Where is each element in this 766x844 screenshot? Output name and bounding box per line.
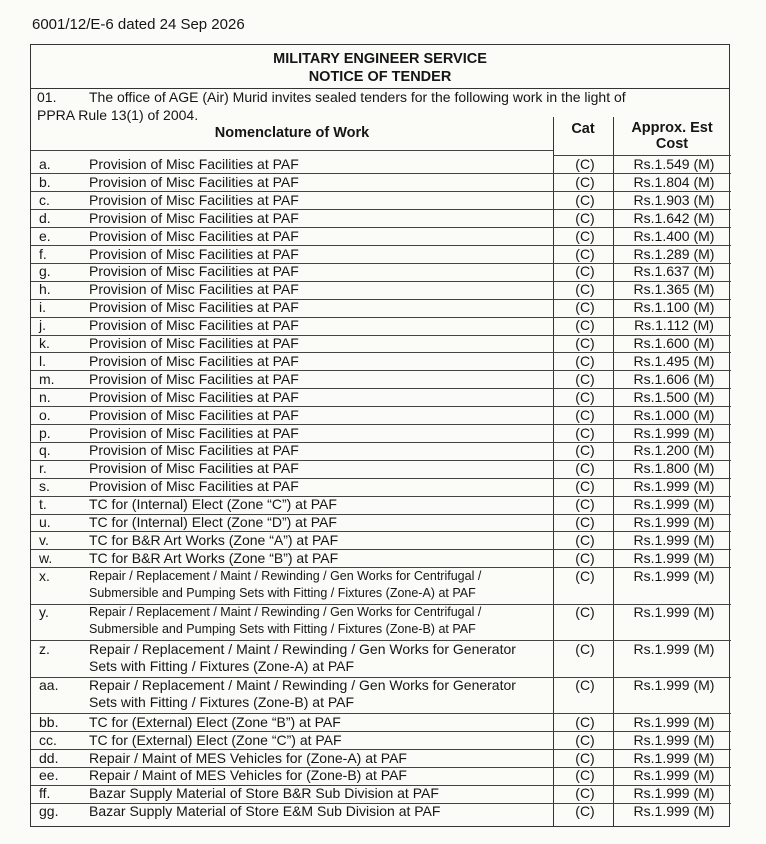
row-work — [89, 532, 549, 549]
row-letter: bb. — [39, 713, 59, 730]
row-work-line: Provision of Misc Facilities at PAF — [89, 209, 299, 226]
row-work — [89, 803, 549, 820]
row-cost: Rs.1.999 (M) — [633, 785, 715, 802]
row-work-line: Bazar Supply Material of Store B&R Sub Division at PAF — [89, 785, 439, 802]
row-cost: Rs.1.999 (M) — [633, 767, 715, 784]
row-work-line: Submersible and Pumping Sets with Fitting / Fixtures (Zone-B) at PAF — [89, 622, 476, 637]
table-row — [31, 246, 731, 264]
table-row — [31, 568, 731, 605]
row-cost: Rs.1.999 (M) — [633, 731, 715, 748]
row-cost: Rs.1.999 (M) — [633, 567, 715, 584]
table-row — [31, 407, 731, 425]
row-letter: p. — [39, 424, 51, 441]
table-row — [31, 677, 731, 714]
row-letter: l. — [39, 352, 46, 369]
row-work — [89, 281, 549, 298]
tender-notice — [30, 44, 730, 827]
row-letter: t. — [39, 496, 47, 513]
table-row — [31, 281, 731, 299]
table-row — [31, 371, 731, 389]
row-work-line: Provision of Misc Facilities at PAF — [89, 191, 299, 208]
row-work-line: Repair / Replacement / Maint / Rewinding / Gen Works for Centrifugal / — [89, 605, 482, 620]
row-cost: Rs.1.999 (M) — [633, 424, 715, 441]
intro-paragraph — [37, 89, 626, 105]
row-work-line: Provision of Misc Facilities at PAF — [89, 442, 299, 459]
row-work — [89, 407, 549, 424]
row-cost: Rs.1.600 (M) — [633, 335, 715, 351]
row-cost: Rs.1.999 (M) — [633, 549, 715, 566]
row-cat: (C) — [575, 785, 595, 802]
header-cat: Cat — [571, 121, 595, 137]
row-work-line: Bazar Supply Material of Store E&M Sub Division at PAF — [89, 803, 441, 820]
row-letter: d. — [39, 209, 51, 226]
row-letter: g. — [39, 263, 51, 280]
row-work — [89, 263, 549, 280]
row-work-line: Repair / Replacement / Maint / Rewinding / Gen Works for Centrifugal / — [89, 568, 482, 583]
row-work — [89, 767, 549, 784]
table-row — [31, 550, 731, 568]
row-work-line: TC for (Internal) Elect (Zone “D”) at PAF — [89, 514, 337, 530]
row-cat: (C) — [575, 388, 595, 405]
row-cat: (C) — [575, 209, 595, 226]
row-cost: Rs.1.999 (M) — [633, 749, 715, 766]
row-work — [89, 353, 549, 370]
table-row — [31, 714, 731, 732]
row-cost: Rs.1.999 (M) — [633, 531, 715, 548]
row-work-line: TC for (Internal) Elect (Zone “C”) at PAF — [89, 496, 337, 513]
row-cost: Rs.1.200 (M) — [633, 442, 715, 459]
row-work-line: TC for B&R Art Works (Zone “A”) at PAF — [89, 531, 339, 548]
row-cost: Rs.1.999 (M) — [633, 803, 715, 820]
row-letter: k. — [39, 335, 50, 351]
row-work-line: Provision of Misc Facilities at PAF — [89, 281, 299, 298]
reference-number: 6001/12/E-6 dated 24 Sep 2026 — [32, 16, 245, 33]
row-work-line: Repair / Replacement / Maint / Rewinding / Gen Works for Generator — [89, 677, 516, 694]
row-work-line: Provision of Misc Facilities at PAF — [89, 335, 299, 351]
row-letter: dd. — [39, 749, 59, 766]
row-work-line: Provision of Misc Facilities at PAF — [89, 424, 299, 441]
row-letter: q. — [39, 442, 51, 459]
row-cost: Rs.1.642 (M) — [633, 209, 715, 226]
row-work-line: TC for (External) Elect (Zone “C”) at PAF — [89, 731, 342, 748]
row-work-line: Provision of Misc Facilities at PAF — [89, 370, 299, 387]
row-work-line: Submersible and Pumping Sets with Fitting / Fixtures (Zone-A) at PAF — [89, 585, 476, 600]
row-cost: Rs.1.495 (M) — [633, 352, 715, 369]
row-work-line: Sets with Fitting / Fixtures (Zone-A) at PAF — [89, 657, 355, 674]
row-letter: w. — [39, 549, 53, 566]
row-work — [89, 442, 549, 459]
row-letter: aa. — [39, 677, 59, 694]
row-letter: f. — [39, 245, 47, 262]
row-cat: (C) — [575, 713, 595, 730]
row-work — [89, 732, 549, 749]
header-underline — [31, 150, 553, 151]
row-letter: r. — [39, 460, 47, 477]
row-cost: Rs.1.365 (M) — [633, 281, 715, 298]
row-work — [89, 425, 549, 442]
row-letter: h. — [39, 281, 51, 298]
row-work-line: Repair / Replacement / Maint / Rewinding / Gen Works for Generator — [89, 640, 516, 657]
row-letter: c. — [39, 191, 50, 208]
row-work — [89, 785, 549, 802]
row-work — [89, 174, 549, 191]
row-cost: Rs.1.400 (M) — [633, 227, 715, 244]
row-cat: (C) — [575, 245, 595, 262]
row-cost: Rs.1.999 (M) — [633, 713, 715, 730]
row-work — [89, 550, 549, 567]
table-row — [31, 641, 731, 678]
table-row — [31, 425, 731, 443]
row-work-line: Provision of Misc Facilities at PAF — [89, 227, 299, 244]
table-row — [31, 263, 731, 281]
row-cost: Rs.1.289 (M) — [633, 245, 715, 262]
row-work-line: Provision of Misc Facilities at PAF — [89, 317, 299, 334]
table-row — [31, 532, 731, 550]
table-row — [31, 442, 731, 460]
row-cost: Rs.1.500 (M) — [633, 388, 715, 405]
row-cat: (C) — [575, 460, 595, 477]
notice-subtitle: NOTICE OF TENDER — [308, 69, 452, 85]
notice-title: MILITARY ENGINEER SERVICE — [273, 51, 487, 67]
row-letter: u. — [39, 514, 51, 530]
row-cat: (C) — [575, 173, 595, 190]
row-work — [89, 568, 549, 602]
row-work — [89, 496, 549, 513]
row-cost: Rs.1.000 (M) — [633, 406, 715, 423]
row-work — [89, 514, 549, 531]
row-work — [89, 299, 549, 316]
row-work — [89, 677, 549, 711]
table-row — [31, 353, 731, 371]
header-cost — [613, 120, 731, 152]
row-work-line: Provision of Misc Facilities at PAF — [89, 352, 299, 369]
row-cat: (C) — [575, 567, 595, 584]
row-cat: (C) — [575, 191, 595, 208]
row-work-line: Provision of Misc Facilities at PAF — [89, 156, 299, 172]
row-letter: ee. — [39, 767, 59, 784]
table-row — [31, 317, 731, 335]
row-letter: o. — [39, 406, 51, 423]
row-cat: (C) — [575, 352, 595, 369]
table-row — [31, 514, 731, 532]
row-work — [89, 641, 549, 675]
table-row — [31, 803, 731, 821]
header-cost-line1: Approx. Est — [631, 120, 713, 136]
row-cost: Rs.1.606 (M) — [633, 370, 715, 387]
row-cat: (C) — [575, 156, 595, 172]
table-row — [31, 478, 731, 496]
row-work-line: Provision of Misc Facilities at PAF — [89, 263, 299, 280]
table-row — [31, 210, 731, 228]
row-cat: (C) — [575, 677, 595, 694]
row-work-line: TC for B&R Art Works (Zone “B”) at PAF — [89, 549, 339, 566]
row-letter: b. — [39, 173, 51, 190]
row-cat: (C) — [575, 604, 595, 621]
row-letter: n. — [39, 388, 51, 405]
row-work — [89, 714, 549, 731]
intro-text: The office of AGE (Air) Murid invites sealed tenders for the following work in the light of — [89, 89, 626, 105]
row-letter: m. — [39, 370, 55, 387]
row-cost: Rs.1.800 (M) — [633, 460, 715, 477]
row-work-line: Provision of Misc Facilities at PAF — [89, 478, 299, 495]
table-row — [31, 156, 731, 174]
row-cost: Rs.1.999 (M) — [633, 604, 715, 621]
row-work — [89, 210, 549, 227]
table-row — [31, 460, 731, 478]
row-letter: a. — [39, 156, 51, 172]
row-work — [89, 317, 549, 334]
row-cat: (C) — [575, 299, 595, 316]
row-cat: (C) — [575, 227, 595, 244]
row-work — [89, 335, 549, 352]
row-cat: (C) — [575, 640, 595, 657]
row-cat: (C) — [575, 549, 595, 566]
row-work-line: Provision of Misc Facilities at PAF — [89, 245, 299, 262]
row-work — [89, 228, 549, 245]
row-letter: ff. — [39, 785, 51, 802]
row-cat: (C) — [575, 731, 595, 748]
table-row — [31, 192, 731, 210]
header-work: Nomenclature of Work — [214, 125, 370, 141]
row-letter: e. — [39, 227, 51, 244]
row-letter: i. — [39, 299, 46, 316]
row-cost: Rs.1.999 (M) — [633, 514, 715, 530]
row-cat: (C) — [575, 514, 595, 530]
row-cat: (C) — [575, 496, 595, 513]
row-cat: (C) — [575, 442, 595, 459]
row-work-line: TC for (External) Elect (Zone “B”) at PAF — [89, 713, 341, 730]
row-letter: z. — [39, 640, 50, 657]
table-row — [31, 174, 731, 192]
row-cost: Rs.1.637 (M) — [633, 263, 715, 280]
row-work — [89, 604, 549, 638]
row-work-line: Sets with Fitting / Fixtures (Zone-B) at PAF — [89, 694, 355, 711]
row-cost: Rs.1.999 (M) — [633, 640, 715, 657]
row-letter: x. — [39, 567, 50, 584]
row-work-line: Provision of Misc Facilities at PAF — [89, 299, 299, 316]
row-work — [89, 460, 549, 477]
row-letter: s. — [39, 478, 50, 495]
row-letter: v. — [39, 531, 49, 548]
row-letter: y. — [39, 604, 49, 621]
row-work — [89, 192, 549, 209]
row-work-line: Provision of Misc Facilities at PAF — [89, 388, 299, 405]
table-row — [31, 604, 731, 641]
table-row — [31, 785, 731, 803]
row-cost: Rs.1.549 (M) — [633, 156, 715, 172]
row-work — [89, 750, 549, 767]
row-letter: j. — [39, 317, 46, 334]
row-cat: (C) — [575, 317, 595, 334]
row-cost: Rs.1.112 (M) — [634, 317, 714, 334]
row-cost: Rs.1.804 (M) — [633, 173, 715, 190]
intro-number: 01. — [37, 89, 57, 105]
table-row — [31, 335, 731, 353]
row-cat: (C) — [575, 424, 595, 441]
row-work-line: Provision of Misc Facilities at PAF — [89, 173, 299, 190]
row-cost: Rs.1.903 (M) — [633, 191, 715, 208]
table-row — [31, 750, 731, 768]
row-letter: gg. — [39, 803, 59, 820]
table-row — [31, 299, 731, 317]
row-cat: (C) — [575, 335, 595, 351]
row-cat: (C) — [575, 767, 595, 784]
row-cat: (C) — [575, 478, 595, 495]
row-work — [89, 156, 549, 173]
intro-text-continued: PPRA Rule 13(1) of 2004. — [37, 107, 199, 123]
table-row — [31, 389, 731, 407]
row-cat: (C) — [575, 370, 595, 387]
header-cost-line2: Cost — [655, 136, 689, 152]
row-work-line: Provision of Misc Facilities at PAF — [89, 460, 299, 477]
row-cost: Rs.1.100 (M) — [633, 299, 715, 316]
row-cat: (C) — [575, 531, 595, 548]
row-cat: (C) — [575, 281, 595, 298]
table-row — [31, 732, 731, 750]
row-cat: (C) — [575, 749, 595, 766]
row-work — [89, 478, 549, 495]
table-row — [31, 496, 731, 514]
row-cat: (C) — [575, 803, 595, 820]
row-cost: Rs.1.999 (M) — [633, 478, 715, 495]
row-work-line: Repair / Maint of MES Vehicles for (Zone-B) at PAF — [89, 767, 407, 784]
row-work-line: Repair / Maint of MES Vehicles for (Zone-A) at PAF — [89, 749, 407, 766]
row-cat: (C) — [575, 406, 595, 423]
row-work — [89, 246, 549, 263]
table-row — [31, 228, 731, 246]
row-cost: Rs.1.999 (M) — [633, 677, 715, 694]
row-letter: cc. — [39, 731, 57, 748]
table-row — [31, 767, 731, 785]
row-cat: (C) — [575, 263, 595, 280]
row-cost: Rs.1.999 (M) — [633, 496, 715, 513]
row-work — [89, 389, 549, 406]
row-work-line: Provision of Misc Facilities at PAF — [89, 406, 299, 423]
row-work — [89, 371, 549, 388]
